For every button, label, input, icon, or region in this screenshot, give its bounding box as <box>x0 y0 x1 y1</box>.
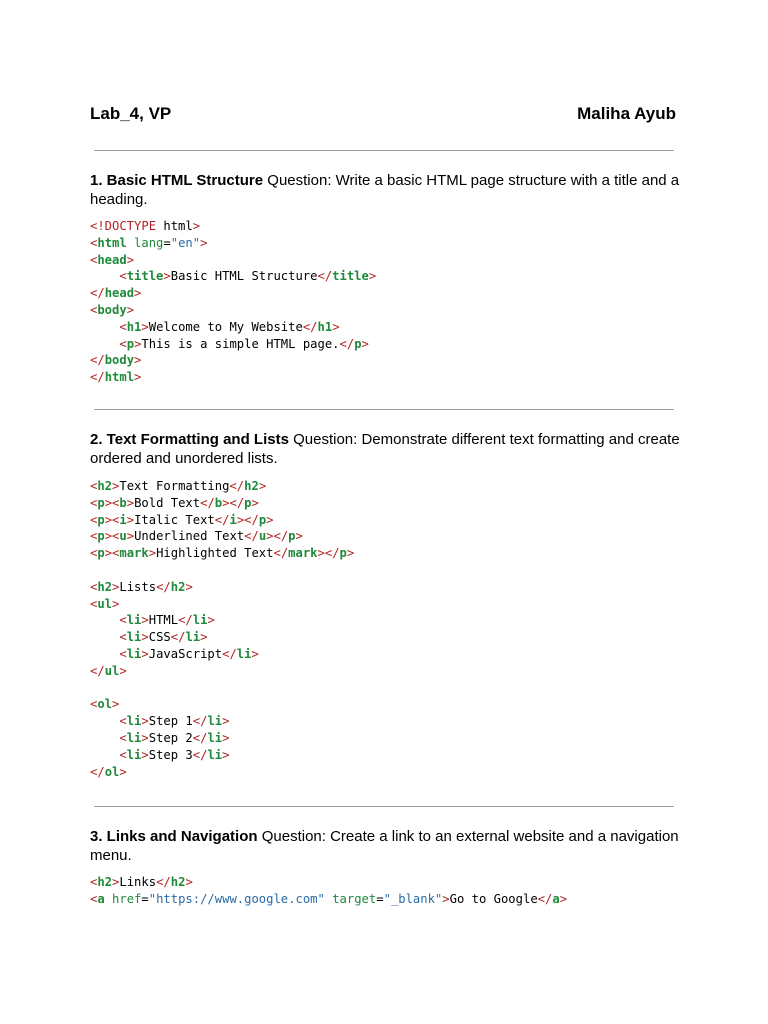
section-3-code-block <box>90 874 567 908</box>
code-token: > <box>442 891 450 906</box>
code-token: CSS <box>148 630 171 645</box>
code-token: Step 3 <box>148 747 193 762</box>
code-token: li <box>207 730 223 745</box>
code-line <box>90 545 354 562</box>
code-token: > <box>200 630 208 645</box>
section-3-question-text: Question: Create a link to an external website and a navigation menu. <box>90 828 679 864</box>
code-line <box>90 252 376 269</box>
code-token: = <box>163 235 171 250</box>
code-token: > <box>222 714 230 729</box>
code-token: Bold Text <box>134 495 201 510</box>
code-token: b <box>214 495 223 510</box>
code-token: > <box>141 747 149 762</box>
code-token: "https://www.google.com" <box>148 891 325 906</box>
code-token: <!DOCTYPE <box>90 219 157 233</box>
code-token: li <box>236 646 252 661</box>
code-token: p <box>97 529 105 544</box>
code-token: </ <box>178 613 193 628</box>
code-token: < <box>90 495 98 510</box>
code-line <box>90 696 354 713</box>
code-token: Italic Text <box>134 512 215 527</box>
code-token: > <box>251 646 259 661</box>
divider <box>94 806 674 807</box>
code-token: > <box>126 302 135 317</box>
section-1-question <box>90 171 680 209</box>
section-1-code-block <box>90 218 376 386</box>
code-token: i <box>229 512 237 527</box>
code-line <box>90 302 376 319</box>
code-line <box>90 730 354 747</box>
code-token: > <box>134 370 142 385</box>
code-token: </ <box>214 512 230 527</box>
code-token: = <box>376 891 384 906</box>
code-token: </ <box>222 646 237 661</box>
code-token: > <box>258 479 267 493</box>
code-token: < <box>90 252 98 267</box>
code-token: li <box>126 630 142 645</box>
code-token: </ <box>192 714 208 729</box>
section-2-question-text: Question: Demonstrate different text formatting and create ordered and unordered lists. <box>90 431 680 467</box>
code-token: ></ <box>222 495 245 510</box>
code-token: Go to Google <box>449 891 538 906</box>
section-1-question-text: Question: Write a basic HTML page structure with a title and a heading. <box>90 172 680 208</box>
section-2-code-block <box>90 478 354 780</box>
code-token: ></ <box>266 529 289 544</box>
code-line <box>90 336 376 353</box>
code-token: </ <box>156 579 171 594</box>
code-token: li <box>185 630 201 645</box>
code-token: > <box>126 252 135 267</box>
code-token: Links <box>119 875 157 889</box>
code-line <box>90 629 354 646</box>
code-token: h2 <box>170 579 186 594</box>
code-token: </ <box>170 630 186 645</box>
code-token: Lists <box>119 579 157 594</box>
code-token: lang <box>134 235 164 250</box>
code-token: Step 2 <box>148 730 193 745</box>
lab-title: Lab_4, VP <box>90 104 172 123</box>
code-token: </ <box>90 764 105 779</box>
code-line <box>90 612 354 629</box>
code-token: < <box>119 646 127 661</box>
code-token: > <box>361 336 369 351</box>
code-token <box>105 892 112 906</box>
code-token: h1 <box>126 319 142 334</box>
code-token: a <box>552 891 560 906</box>
code-token: < <box>119 319 127 334</box>
code-token: </ <box>273 546 289 561</box>
code-token: p <box>97 512 105 527</box>
code-token: mark <box>119 546 149 561</box>
code-token: </ <box>302 319 318 334</box>
code-token: Basic HTML Structure <box>170 269 318 284</box>
code-token: h2 <box>97 875 113 889</box>
code-line <box>90 512 354 529</box>
code-token: html <box>156 219 193 233</box>
code-token: > <box>207 613 215 628</box>
code-token: ></ <box>236 512 259 527</box>
code-token: > <box>163 269 171 284</box>
code-token: i <box>119 512 127 527</box>
author-name: Maliha Ayub <box>577 104 676 123</box>
code-token: < <box>90 235 98 250</box>
code-token: < <box>90 891 98 906</box>
code-token: </ <box>537 891 553 906</box>
code-token: href <box>112 891 142 906</box>
code-line <box>90 218 376 235</box>
code-line <box>90 596 354 613</box>
code-token: li <box>126 646 142 661</box>
code-token: </ <box>200 495 215 510</box>
code-token: > <box>141 646 149 661</box>
code-token: > <box>368 269 377 284</box>
code-token: < <box>119 613 127 628</box>
code-token: > <box>295 529 303 544</box>
code-token: > <box>141 319 149 334</box>
code-token: a <box>97 891 105 906</box>
code-token: > <box>346 546 355 561</box>
code-token <box>90 613 119 627</box>
code-token: > <box>126 512 135 527</box>
code-line <box>90 319 376 336</box>
divider <box>94 409 674 410</box>
section-1-title: 1. Basic HTML Structure <box>90 172 264 189</box>
code-token: > <box>332 319 340 334</box>
code-line <box>90 235 376 252</box>
code-token: </ <box>229 479 245 493</box>
code-token: </ <box>192 730 208 745</box>
code-token: title <box>126 269 164 284</box>
code-token: </ <box>339 336 355 351</box>
code-token: < <box>90 546 98 561</box>
code-token: < <box>119 630 127 645</box>
code-token: "en" <box>170 235 201 250</box>
code-token <box>90 269 119 283</box>
code-line <box>90 646 354 663</box>
code-token: HTML <box>148 613 179 628</box>
code-token: head <box>97 252 127 267</box>
code-line <box>90 528 354 545</box>
code-token: li <box>207 747 223 762</box>
code-line <box>90 478 354 495</box>
code-token: ></ <box>317 546 340 561</box>
code-token: = <box>141 891 149 906</box>
code-line <box>90 764 354 781</box>
document-header <box>90 104 676 124</box>
code-token: < <box>119 747 127 762</box>
code-token: </ <box>192 747 208 762</box>
code-token: p <box>339 546 347 561</box>
code-token: < <box>90 875 98 889</box>
section-3-title: 3. Links and Navigation <box>90 828 258 845</box>
code-token: body <box>97 302 127 317</box>
code-token: li <box>126 714 142 729</box>
code-token: p <box>258 512 267 527</box>
code-token: Text Formatting <box>119 479 230 493</box>
code-token: > <box>119 663 127 678</box>
code-token: u <box>258 529 267 544</box>
code-token: p <box>288 529 296 544</box>
code-line <box>90 285 376 302</box>
code-token: JavaScript <box>148 646 223 661</box>
code-token: "_blank" <box>383 891 443 906</box>
code-token: p <box>244 495 252 510</box>
code-token: head <box>104 286 135 301</box>
code-token: > <box>126 529 135 544</box>
code-token: < <box>90 529 98 544</box>
code-token <box>90 731 119 745</box>
code-token: < <box>90 512 98 527</box>
code-token: < <box>90 697 98 712</box>
code-token: > <box>141 613 149 628</box>
code-token: > <box>134 353 142 368</box>
code-token: p <box>126 336 135 351</box>
code-token: > <box>112 596 120 611</box>
code-token: > <box>222 747 230 762</box>
code-token: > <box>148 546 157 561</box>
code-token: ol <box>104 764 120 779</box>
code-token <box>90 320 119 334</box>
code-token: </ <box>90 370 105 385</box>
code-token: html <box>97 235 127 250</box>
code-token: > <box>112 479 120 493</box>
code-token: ul <box>104 663 120 678</box>
code-token <box>90 647 119 661</box>
code-token: p <box>97 495 105 510</box>
code-token <box>90 630 119 644</box>
section-2-title: 2. Text Formatting and Lists <box>90 431 289 448</box>
code-token: li <box>192 613 208 628</box>
code-token <box>90 748 119 762</box>
code-line <box>90 747 354 764</box>
code-token: > <box>559 891 568 906</box>
code-token: > <box>251 495 259 510</box>
code-token: title <box>332 269 369 284</box>
divider <box>94 150 674 151</box>
section-3-question <box>90 827 680 865</box>
code-token: > <box>134 286 142 301</box>
code-line <box>90 562 354 579</box>
code-token: li <box>126 730 142 745</box>
code-token: mark <box>288 546 318 561</box>
code-token: ul <box>97 596 113 611</box>
code-token: > <box>141 630 149 645</box>
code-token: target <box>332 891 377 906</box>
code-token: h1 <box>317 319 333 334</box>
code-token: Step 1 <box>148 714 193 729</box>
code-token: > <box>126 495 135 510</box>
code-token: Underlined Text <box>134 529 245 544</box>
code-token: < <box>119 714 127 729</box>
code-token: h2 <box>97 579 113 594</box>
code-line <box>90 268 376 285</box>
code-token: > <box>141 730 149 745</box>
code-token: < <box>90 479 98 493</box>
code-token <box>90 337 119 351</box>
code-token: </ <box>156 875 171 889</box>
code-token: </ <box>90 663 105 678</box>
code-token: </ <box>244 529 259 544</box>
code-token: h2 <box>97 479 113 493</box>
code-token: < <box>90 596 98 611</box>
code-token: Welcome to My Website <box>148 319 303 334</box>
code-token: > <box>112 875 120 889</box>
code-line <box>90 579 354 596</box>
code-token: li <box>126 613 142 628</box>
code-line <box>90 352 376 369</box>
code-token: </ <box>317 269 333 284</box>
code-token: li <box>126 747 142 762</box>
code-token: > <box>222 730 230 745</box>
code-token: Highlighted Text <box>156 546 274 561</box>
code-token: h2 <box>170 875 186 889</box>
code-line <box>90 713 354 730</box>
code-token: < <box>119 269 127 284</box>
code-token: < <box>119 336 127 351</box>
code-token <box>127 236 134 250</box>
code-token: This is a simple HTML page. <box>141 336 340 351</box>
code-token: >< <box>104 546 120 561</box>
code-token: li <box>207 714 223 729</box>
code-line <box>90 891 567 908</box>
code-token: >< <box>104 495 120 510</box>
code-token: body <box>104 353 135 368</box>
code-token: p <box>97 546 105 561</box>
code-token: </ <box>90 353 105 368</box>
code-line <box>90 874 567 891</box>
code-line <box>90 495 354 512</box>
code-token: > <box>134 336 142 351</box>
code-token: > <box>112 579 120 594</box>
code-token: > <box>266 512 274 527</box>
code-line <box>90 680 354 697</box>
code-line <box>90 369 376 386</box>
code-token: < <box>90 579 98 594</box>
code-token: </ <box>90 286 105 301</box>
code-token: > <box>192 219 201 233</box>
code-token: ol <box>97 697 113 712</box>
code-token: b <box>119 495 127 510</box>
code-token: < <box>119 730 127 745</box>
code-token: h2 <box>244 479 259 493</box>
code-token: >< <box>104 529 120 544</box>
code-token: > <box>112 697 120 712</box>
code-token: u <box>119 529 127 544</box>
code-token: > <box>185 875 193 889</box>
code-token: p <box>354 336 362 351</box>
section-2-question <box>90 430 680 468</box>
code-token: html <box>104 370 135 385</box>
code-token: > <box>185 579 193 594</box>
code-token: > <box>141 714 149 729</box>
code-token <box>90 714 119 728</box>
code-token: > <box>119 764 127 779</box>
code-token: < <box>90 302 98 317</box>
code-token: >< <box>104 512 120 527</box>
code-line <box>90 663 354 680</box>
code-token: > <box>200 235 208 250</box>
